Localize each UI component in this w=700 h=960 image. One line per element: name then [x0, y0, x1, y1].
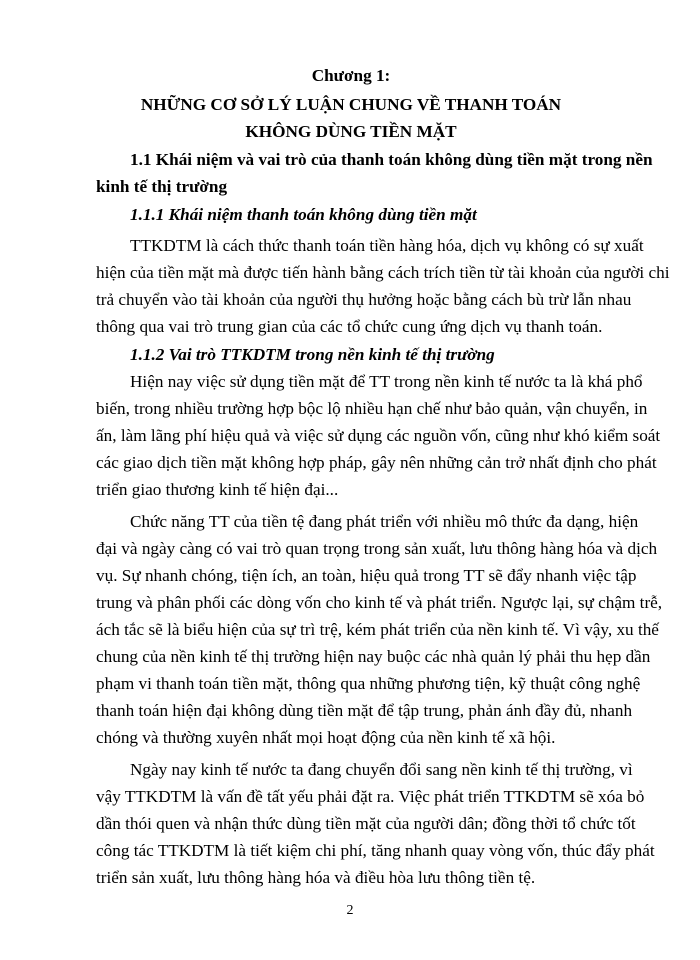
paragraph-line: triển sản xuất, lưu thông hàng hóa và điều hòa lưu thông tiền tệ.	[96, 868, 536, 887]
section-1-1-2-heading: 1.1.2 Vai trò TTKDTM trong nền kinh tế thị trường	[130, 345, 495, 364]
paragraph-line: phạm vi thanh toán tiền mặt, thông qua những phương tiện, kỹ thuật công nghệ	[96, 674, 641, 693]
section-1-1-1-heading: 1.1.1 Khái niệm thanh toán không dùng tiền mặt	[130, 205, 477, 224]
paragraph-line: triển giao thương kinh tế hiện đại...	[96, 480, 339, 499]
paragraph-line: ách tắc sẽ là biểu hiện của sự trì trệ, kém phát triển của nền kinh tế. Vì vậy, xu thế	[96, 620, 659, 639]
chapter-label: Chương 1:	[311, 66, 391, 85]
paragraph-line: công tác TTKDTM là tiết kiệm chi phí, tăng nhanh quay vòng vốn, thúc đẩy phát	[96, 841, 655, 860]
paragraph-line: thông qua vai trò trung gian của các tổ chức cung ứng dịch vụ thanh toán.	[96, 317, 603, 336]
section-1-1-heading-line-1: 1.1 Khái niệm và vai trò của thanh toán không dùng tiền mặt trong nền	[130, 150, 653, 169]
paragraph-line: Ngày nay kinh tế nước ta đang chuyển đổi sang nền kinh tế thị trường, vì	[130, 760, 633, 779]
paragraph-line: ấn, làm lãng phí hiệu quả và việc sử dụng các nguồn vốn, cũng như khó kiểm soát	[96, 426, 661, 445]
paragraph-line: Chức năng TT của tiền tệ đang phát triển với nhiều mô thức đa dạng, hiện	[130, 512, 639, 531]
paragraph-line: chung của nền kinh tế thị trường hiện nay buộc các nhà quản lý phải thu hẹp dần	[96, 647, 651, 666]
page-number: 2	[346, 903, 354, 918]
paragraph-line: Hiện nay việc sử dụng tiền mặt để TT trong nền kinh tế nước ta là khá phổ	[130, 372, 643, 391]
paragraph-line: dần thói quen và nhận thức dùng tiền mặt của người dân; đồng thời tổ chức tốt	[96, 814, 636, 833]
section-1-1-heading-line-2: kinh tế thị trường	[96, 177, 228, 196]
chapter-title-line-1: NHỮNG CƠ SỞ LÝ LUẬN CHUNG VỀ THANH TOÁN	[140, 95, 562, 114]
paragraph-line: biến, trong nhiều trường hợp bộc lộ nhiều hạn chế như bảo quản, vận chuyển, in	[96, 399, 648, 418]
chapter-title-line-2: KHÔNG DÙNG TIỀN MẶT	[245, 122, 457, 141]
paragraph-line: thanh toán hiện đại không dùng tiền mặt để tập trung, phản ánh đầy đủ, nhanh	[96, 701, 633, 720]
paragraph-line: các giao dịch tiền mặt không hợp pháp, gây nên những cản trở nhất định cho phát	[96, 453, 657, 472]
paragraph-line: vụ. Sự nhanh chóng, tiện ích, an toàn, hiệu quả trong TT sẽ đẩy nhanh việc tập	[96, 566, 637, 585]
paragraph-line: đại và ngày càng có vai trò quan trọng trong sản xuất, lưu thông hàng hóa và dịch	[96, 539, 658, 558]
paragraph-line: hiện của tiền mặt mà được tiến hành bằng cách trích tiền từ tài khoản của người chi	[96, 263, 670, 282]
paragraph-line: TTKDTM là cách thức thanh toán tiền hàng hóa, dịch vụ không có sự xuất	[130, 236, 644, 255]
paragraph-line: trung và phân phối các dòng vốn cho kinh tế và phát triển. Ngược lại, sự chậm trễ,	[96, 593, 663, 612]
paragraph-line: chóng và thường xuyên nhất mọi hoạt động của nền kinh tế xã hội.	[96, 728, 556, 747]
paragraph-line: vậy TTKDTM là vấn đề tất yếu phải đặt ra. Việc phát triển TTKDTM sẽ xóa bỏ	[96, 787, 645, 806]
paragraph-line: trả chuyển vào tài khoản của người thụ hưởng hoặc bằng cách bù trừ lẫn nhau	[96, 290, 632, 309]
